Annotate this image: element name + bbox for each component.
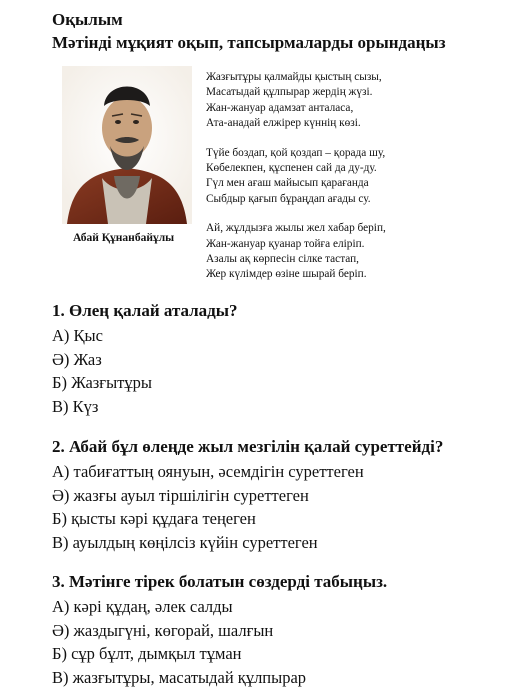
question-2 — [52, 436, 443, 554]
instruction-text: Мәтінді мұқият оқып, тапсырмаларды орындаңыз — [52, 33, 446, 52]
question-1 — [52, 300, 238, 418]
poem-line: Азалы ақ көрпесін сілке тастап, — [206, 253, 360, 266]
answer-option[interactable]: В) Күз — [52, 396, 99, 416]
answer-option[interactable]: Б) сұр бұлт, дымқыл тұман — [52, 644, 242, 663]
poem-line: Жан-жануар адамзат анталаса, — [206, 101, 354, 114]
portrait-image — [62, 66, 192, 224]
poem-line: Көбелекпен, құспенен сай да ду-ду. — [206, 162, 377, 175]
poem-line: Жазғытұры қалмайды қыстың сызы, — [206, 71, 382, 83]
answer-option[interactable]: В) жазғытұры, масатыдай құлпырар — [52, 667, 307, 687]
answer-option[interactable]: Б) Жазғытұры — [52, 373, 152, 392]
answer-option[interactable]: Ә) жаздыгүні, көгорай, шалғын — [52, 620, 274, 640]
poem-line: Жер күлімдер өзіне шырай беріп. — [206, 268, 367, 281]
poem-stanza — [206, 221, 386, 283]
portrait-caption: Абай Құнанбайұлы — [73, 232, 175, 244]
answer-option[interactable]: Ә) жазғы ауыл тіршілігін суреттеген — [52, 485, 309, 505]
poem-line: Сыбдыр қағып бұраңдап ағады су. — [206, 192, 371, 205]
answer-option[interactable]: В) ауылдың көңілсіз күйін суреттеген — [52, 532, 318, 552]
poem-stanza — [206, 70, 386, 132]
answer-option[interactable]: А) Қыс — [52, 326, 103, 345]
poem-line: Ай, жұлдызға жылы жел хабар беріп, — [206, 222, 386, 235]
answer-option[interactable]: А) кәрі құдаң, әлек салды — [52, 597, 233, 616]
answer-option[interactable]: Ә) Жаз — [52, 349, 102, 369]
answer-option[interactable]: Б) қысты кәрі құдаға теңеген — [52, 509, 256, 528]
question-title: 1. Өлең қалай аталады? — [52, 301, 238, 320]
answer-option[interactable]: А) табиғаттың оянуын, әсемдігін суреттеген — [52, 462, 364, 481]
question-title: 3. Мәтінге тірек болатын сөздерді табыңыз. — [52, 572, 388, 591]
poem-line: Гүл мен ағаш майысып қарағанда — [206, 177, 369, 190]
poem-line: Масатыдай құлпырар жердің жүзі. — [206, 86, 373, 99]
poem-line: Ата-анадай елжірер күннің көзі. — [206, 117, 361, 130]
poem-line: Түйе боздап, қой қоздап – қорада шу, — [206, 146, 386, 159]
question-title: 2. Абай бұл өлеңде жыл мезгілін қалай суреттейді? — [52, 437, 444, 456]
poem-line: Жан-жануар қуанар тойға еліріп. — [206, 237, 365, 250]
page-title: Оқылым — [52, 10, 123, 29]
poem-stanza — [206, 146, 386, 208]
question-3 — [52, 571, 387, 689]
poem-text — [206, 70, 386, 297]
